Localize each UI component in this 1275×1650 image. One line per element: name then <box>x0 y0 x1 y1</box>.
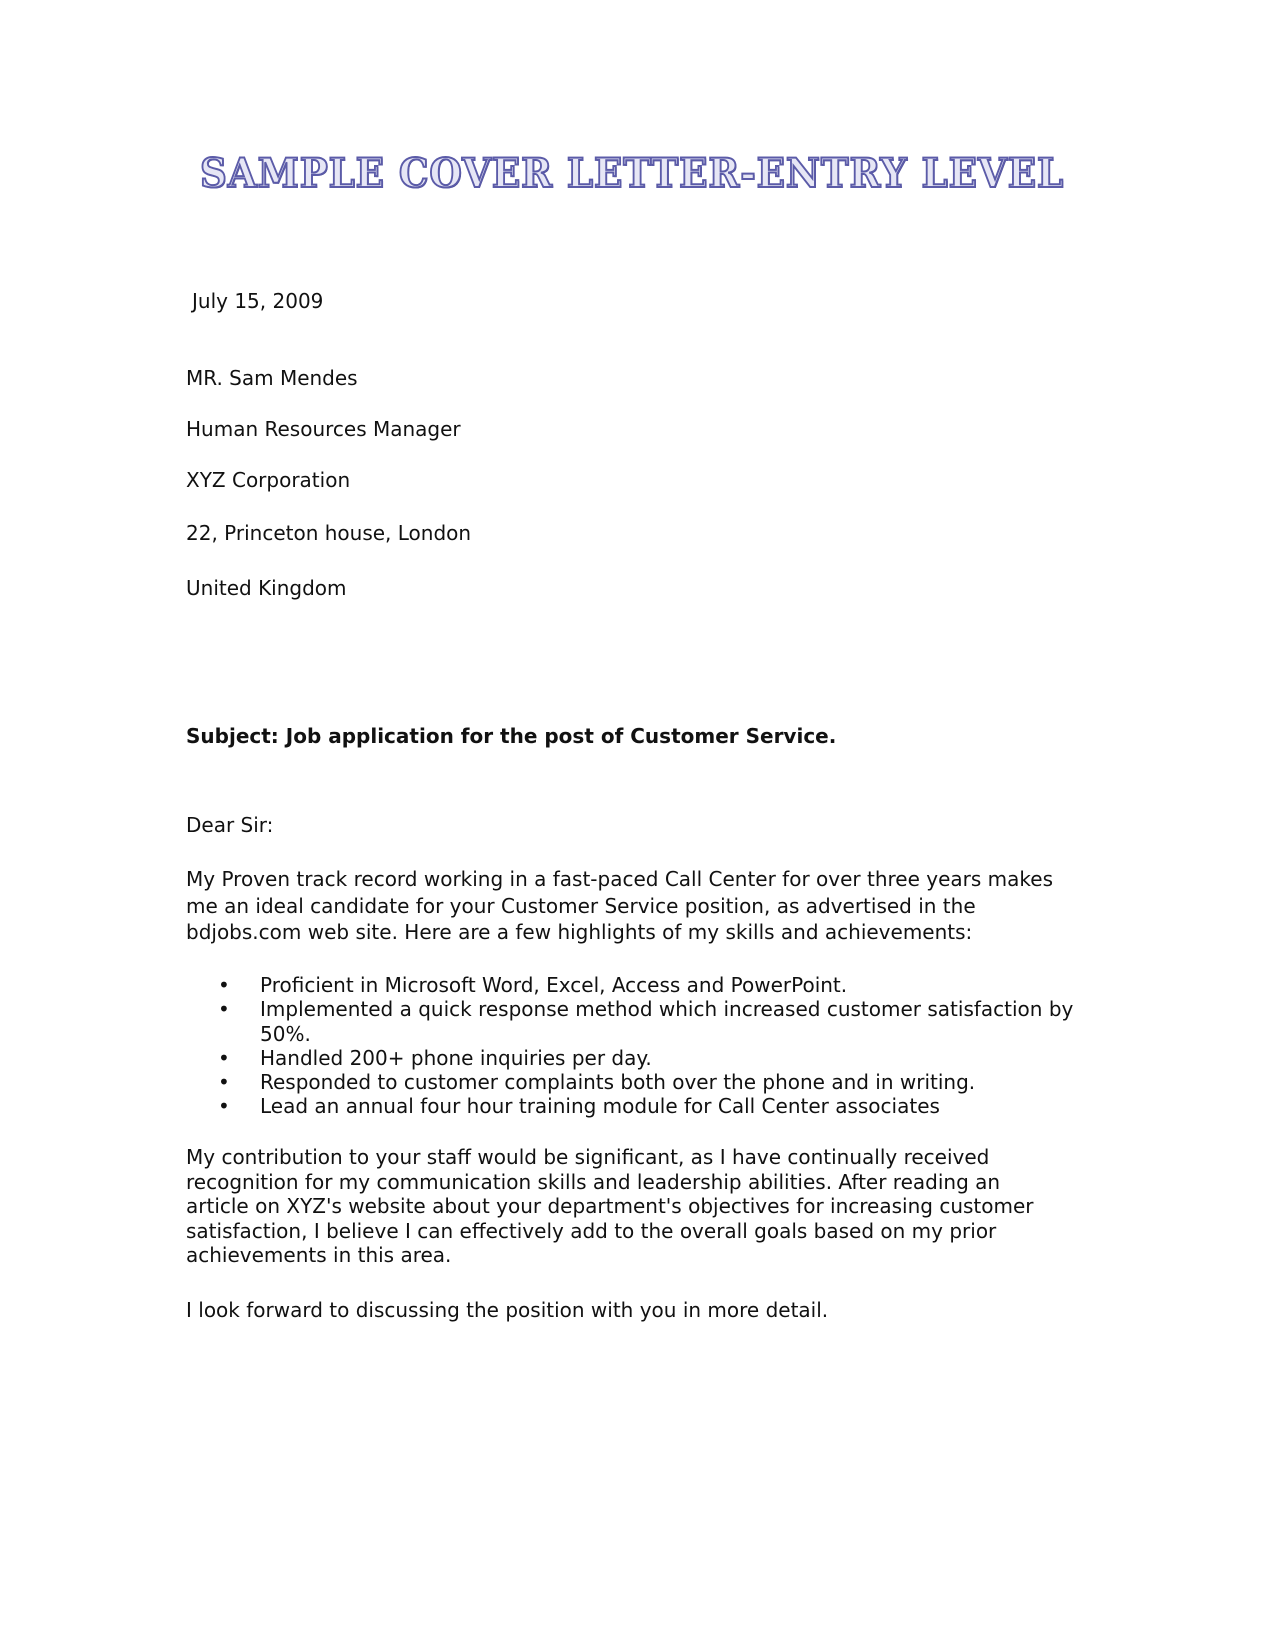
list-item-text: Responded to customer complaints both over the phone and in writing. <box>260 1070 976 1095</box>
recipient-name: MR. Sam Mendes <box>186 366 358 390</box>
list-item <box>186 1046 1086 1070</box>
intro-paragraph: My Proven track record working in a fast-paced Call Center for over three years makes me an ideal candidate for your Customer Service position, as advertised in the bdjobs.com web site. Here are a few highlights of my skills and achievements: <box>186 867 1053 944</box>
letter-date: July 15, 2009 <box>192 289 324 313</box>
letter-subject: Subject: Job application for the post of Customer Service. <box>186 724 837 748</box>
bullet-icon: • <box>218 1094 230 1119</box>
contribution-paragraph: My contribution to your staff would be significant, as I have continually received recognition for my communication skills and leadership abilities. After reading an article on XYZ's website about your department's objectives for increasing customer satisfaction, I believe I can effectively add to the overall goals based on my prior achievements in this area. <box>186 1145 1034 1267</box>
list-item <box>186 1094 1086 1118</box>
bullet-icon: • <box>218 997 230 1022</box>
bullet-icon: • <box>218 1045 230 1070</box>
list-item <box>186 1070 1086 1094</box>
list-item <box>186 997 1086 1046</box>
recipient-country: United Kingdom <box>186 576 347 600</box>
recipient-position: Human Resources Manager <box>186 417 461 441</box>
letter-title: SAMPLE COVER LETTER-ENTRY LEVEL <box>200 150 1065 197</box>
bullet-icon: • <box>218 973 230 997</box>
bullet-icon: • <box>218 1070 230 1095</box>
list-item-text: Handled 200+ phone inquiries per day. <box>260 1045 652 1070</box>
list-item-text: Proficient in Microsoft Word, Excel, Access and PowerPoint. <box>260 973 848 997</box>
recipient-company: XYZ Corporation <box>186 468 351 492</box>
recipient-street: 22, Princeton house, London <box>186 521 472 545</box>
highlights-list <box>186 973 1086 1119</box>
list-item-text: Lead an annual four hour training module for Call Center associates <box>260 1094 940 1119</box>
closing-paragraph: I look forward to discussing the position with you in more detail. <box>186 1298 829 1322</box>
list-item <box>186 973 1086 997</box>
letter-salutation: Dear Sir: <box>186 813 274 837</box>
list-item-text: Implemented a quick response method which increased customer satisfaction by 50%. <box>260 997 1074 1046</box>
